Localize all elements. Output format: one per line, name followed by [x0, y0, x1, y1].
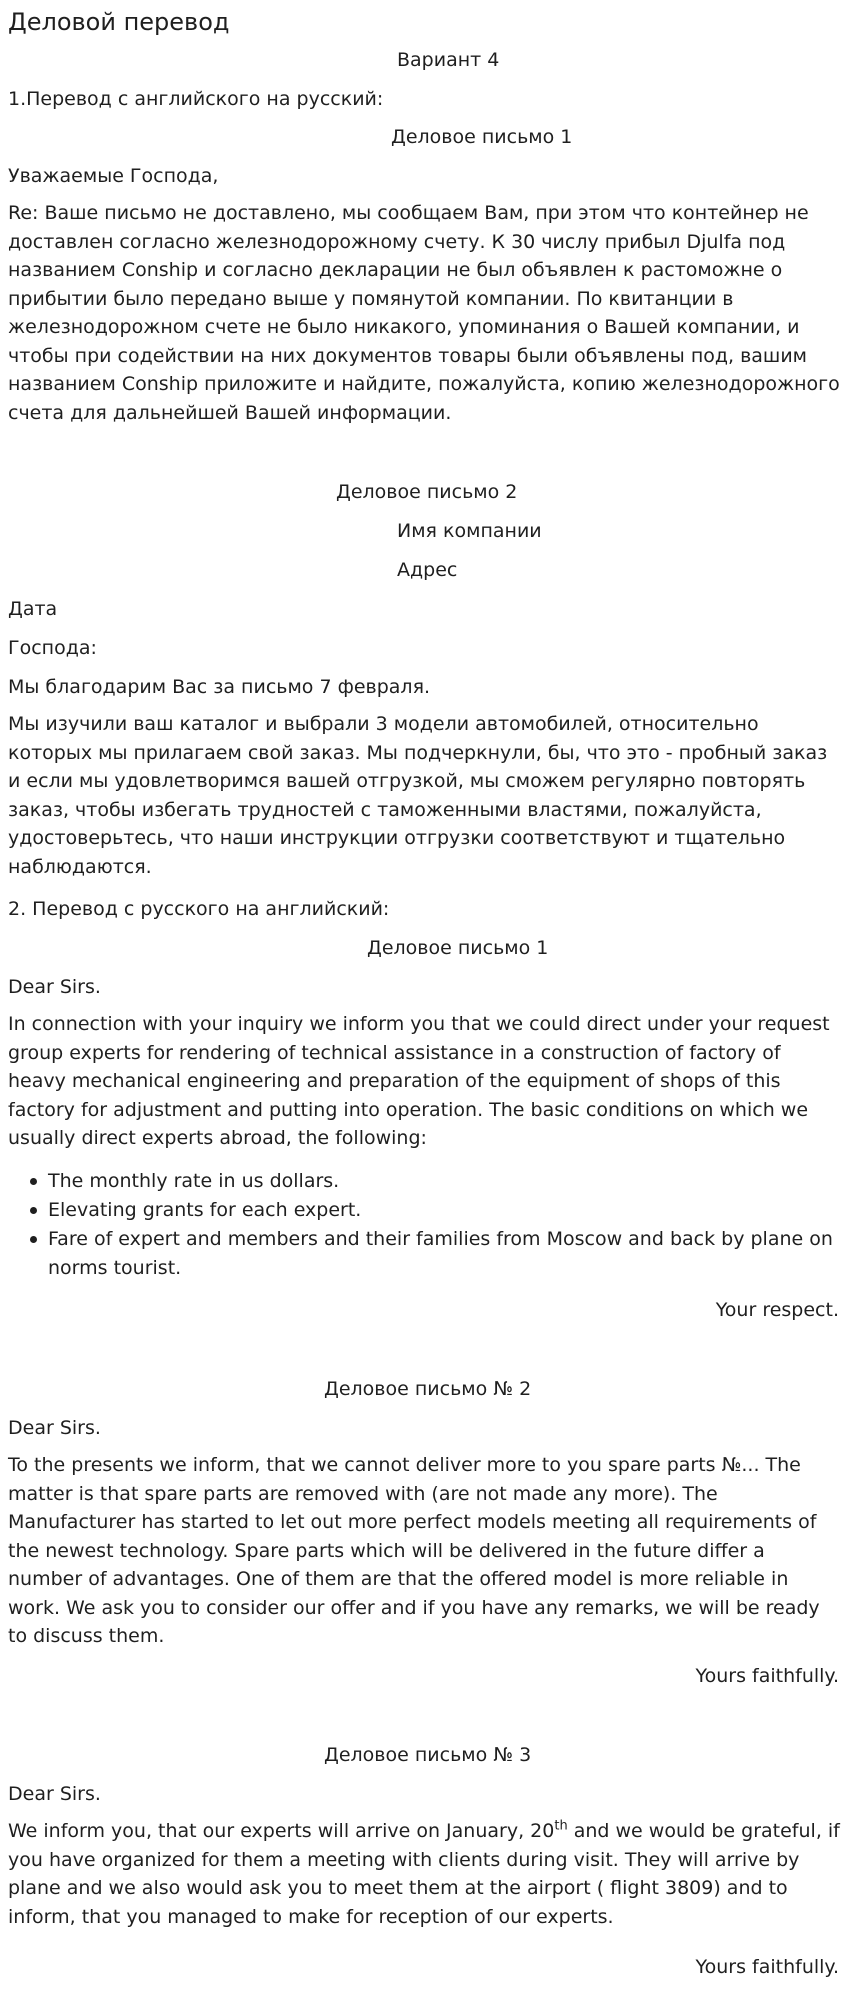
ru-letter1-body: Re: Ваше письмо не доставлено, мы сообщаем Вам, при этом что контейнер не доставлен согласно железнодорожному счету. К 30 числу прибыл Djulfa под названием Conship и согласно декларации не был объявлен к растоможне о прибытии было передано выше у помянутой компании. По квитанции в железнодорожном счете не было никакого, упоминания о Вашей компании, и чтобы при содействии на них документов товары были объявлены под, вашим названием Conship приложите и найдите, пожалуйста, копию железнодорожного счета для дальнейшей Вашей информации.: [8, 202, 840, 424]
en-letter1-bullet-3: Fare of expert and members and their families from Moscow and back by plane on: [48, 1228, 833, 1250]
variant-label: Вариант 4: [397, 49, 500, 71]
en-letter1-bullet-1: The monthly rate in us dollars.: [48, 1170, 340, 1192]
ru-letter2-date: Дата: [8, 598, 58, 620]
en-letter2-closing: Yours faithfully.: [695, 1665, 839, 1687]
bullet-dot: [30, 1236, 37, 1243]
ru-letter1-greeting: Уважаемые Господа,: [8, 165, 219, 187]
en-letter3-body: [8, 1817, 840, 1931]
en-letter1-body: In connection with your inquiry we inform you that we could direct under your request group experts for rendering of technical assistance in a construction of factory of heavy mechanical engineering and preparation of the equipment of shops of this factory for adjustment and putting into operation. The basic conditions on which we usually direct experts abroad, the following:: [8, 1013, 830, 1149]
bullet-dot: [30, 1178, 37, 1185]
section1-heading: 1.Перевод с английского на русский:: [8, 88, 384, 110]
en-letter3-body-sup: th: [554, 1818, 568, 1834]
en-letter3-body-start: We inform you, that our experts will arrive on January, 20: [8, 1820, 555, 1842]
en-letter2-body: To the presents we inform, that we cannot deliver more to you spare parts №... The matter is that spare parts are removed with (are not made any more). The Manufacturer has started to let out more perfect models meeting all requirements of the newest technology. Spare parts which will be delivered in the future differ a number of advantages. One of them are that the offered model is more reliable in work. We ask you to consider our offer and if you have any remarks, we will be ready to discuss them.: [8, 1454, 820, 1647]
ru-letter1-heading: Деловое письмо 1: [391, 126, 573, 148]
en-letter3-closing: Yours faithfully.: [695, 1956, 839, 1978]
en-letter1-bullet-3-cont: norms tourist.: [48, 1257, 182, 1279]
en-letter3-body-end: and we would be grateful, if you have organized for them a meeting with clients during visit. They will arrive by plane and we also would ask you to meet them at the airport ( flight 3809) and to inform, that you managed to make for reception of our experts.: [8, 1820, 840, 1928]
en-letter1-closing: Your respect.: [715, 1299, 839, 1321]
section2-heading: 2. Перевод с русского на английский:: [8, 898, 390, 920]
en-letter2-greeting: Dear Sirs.: [8, 1417, 101, 1439]
ru-letter2-body: Мы изучили ваш каталог и выбрали 3 модели автомобилей, относительно которых мы прилагаем свой заказ. Мы подчеркнули, бы, что это - пробный заказ и если мы удовлетворимся вашей отгрузкой, мы сможем регулярно повторять заказ, чтобы избегать трудностей с таможенными властями, пожалуйста, удостоверьтесь, что наши инструкции отгрузки соответствуют и тщательно наблюдаются.: [8, 713, 828, 878]
ru-letter2-thanks: Мы благодарим Вас за письмо 7 февраля.: [8, 676, 431, 698]
en-letter1-heading: Деловое письмо 1: [367, 937, 549, 959]
ru-letter2-address: Адрес: [397, 559, 458, 581]
en-letter3-heading: Деловое письмо № 3: [324, 1744, 532, 1766]
en-letter2-heading: Деловое письмо № 2: [324, 1378, 532, 1400]
ru-letter2-heading: Деловое письмо 2: [336, 481, 518, 503]
en-letter1-bullet-2: Elevating grants for each expert.: [48, 1199, 362, 1221]
en-letter1-greeting: Dear Sirs.: [8, 976, 101, 998]
bullet-dot: [30, 1207, 37, 1214]
ru-letter2-company: Имя компании: [397, 520, 542, 542]
en-letter3-greeting: Dear Sirs.: [8, 1783, 101, 1805]
ru-letter2-greeting: Господа:: [8, 637, 97, 659]
document-title: Деловой перевод: [8, 8, 230, 36]
